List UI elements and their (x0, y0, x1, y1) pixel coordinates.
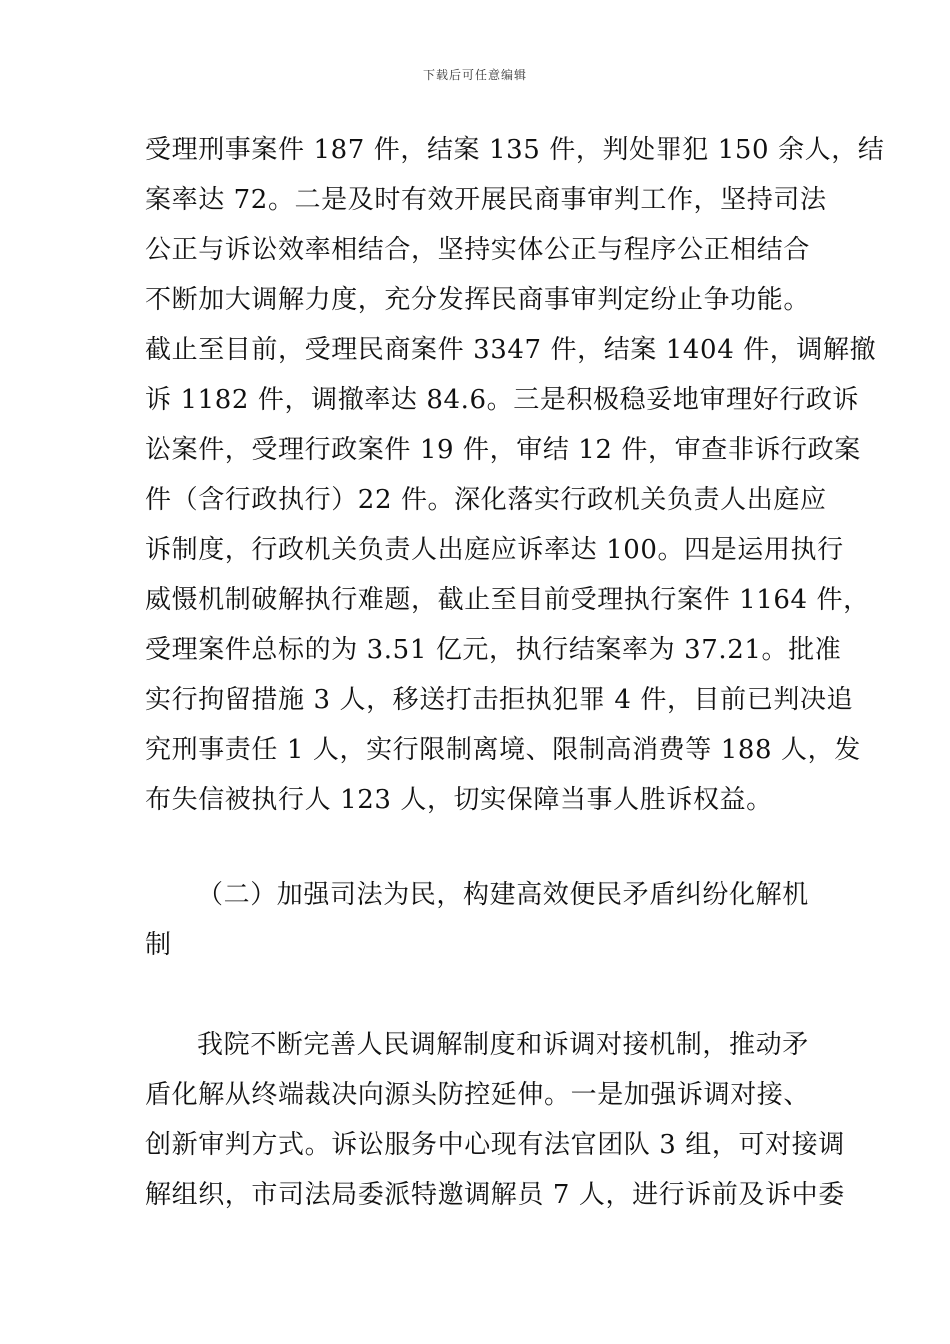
text-line: 诉制度，行政机关负责人出庭应诉率达 100。四是运用执行 (145, 535, 844, 565)
text-line: 解组织，市司法局委派特邀调解员 7 人，进行诉前及诉中委 (145, 1180, 845, 1210)
text-line: 受理刑事案件 187 件，结案 135 件，判处罪犯 150 余人，结 (145, 135, 885, 165)
text-line: 盾化解从终端裁决向源头防控延伸。一是加强诉调对接、 (145, 1080, 811, 1110)
text-line: 实行拘留措施 3 人，移送打击拒执犯罪 4 件，目前已判决追 (145, 685, 854, 715)
text-line: 我院不断完善人民调解制度和诉调对接机制，推动矛 (197, 1030, 809, 1060)
text-line: 究刑事责任 1 人，实行限制离境、限制高消费等 188 人，发 (145, 735, 861, 765)
text-line: 截止至目前，受理民商案件 3347 件，结案 1404 件，调解撤 (145, 335, 877, 365)
text-line: 讼案件，受理行政案件 19 件，审结 12 件，审查非诉行政案 (145, 435, 861, 465)
text-line: 受理案件总标的为 3.51 亿元，执行结案率为 37.21。批准 (145, 635, 842, 665)
text-line: 创新审判方式。诉讼服务中心现有法官团队 3 组，可对接调 (145, 1130, 845, 1160)
text-line: 布失信被执行人 123 人，切实保障当事人胜诉权益。 (145, 785, 773, 815)
heading-line: （二）加强司法为民，构建高效便民矛盾纠纷化解机 (197, 880, 809, 910)
text-line: 公正与诉讼效率相结合，坚持实体公正与程序公正相结合 (145, 235, 811, 265)
text-line: 件（含行政执行）22 件。深化落实行政机关负责人出庭应 (145, 485, 827, 515)
text-line: 威慑机制破解执行难题，截止至目前受理执行案件 1164 件， (145, 585, 870, 615)
text-line: 案率达 72。二是及时有效开展民商事审判工作，坚持司法 (145, 185, 827, 215)
header-note: 下载后可任意编辑 (422, 68, 527, 82)
heading-line: 制 (145, 930, 172, 960)
text-line: 不断加大调解力度，充分发挥民商事审判定纷止争功能。 (145, 285, 811, 315)
text-line: 诉 1182 件，调撤率达 84.6。三是积极稳妥地审理好行政诉 (145, 385, 860, 415)
